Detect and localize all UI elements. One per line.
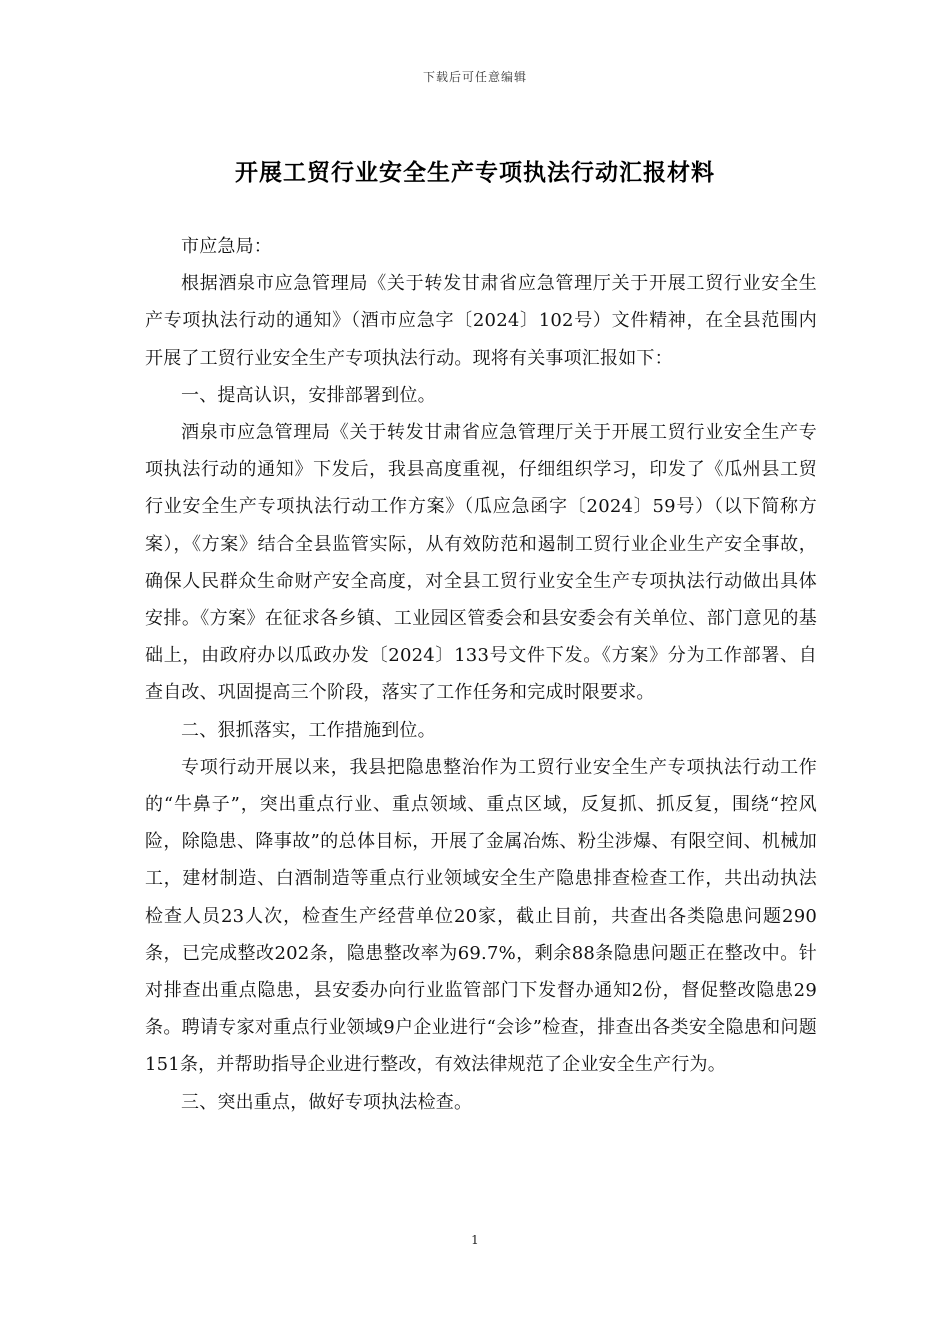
section-heading-2: 二、狠抓落实，工作措施到位。 (181, 719, 436, 741)
paragraph-section-1: 酒泉市应急管理局《关于转发甘肃省应急管理厅关于开展工贸行业安全生产专项执法行动的通知》下发后，我县高度重视，仔细组织学习，印发了《瓜州县工贸行业安全生产专项执法行动工作方案》（瓜应急函字〔2024〕59号）（以下简称方案），《方案》结合全县监管实际，从有效防范和遏制工贸行业企业生产安全事故，确保人民群众生命财产安全高度，对全县工贸行业安全生产专项执法行动做出具体安排。《方案》在征求各乡镇、工业园区管委会和县安委会有关单位、部门意见的基础上，由政府办以瓜政办发〔2024〕133号文件下发。《方案》分为工作部署、自查自改、巩固提高三个阶段，落实了工作任务和完成时限要求。 (145, 422, 817, 704)
paragraph-section-2: 专项行动开展以来，我县把隐患整治作为工贸行业安全生产专项执法行动工作的“牛鼻子”，突出重点行业、重点领域、重点区域，反复抓、抓反复，围绕“控风险，除隐患、降事故”的总体目标，开展了金属冶炼、粉尘涉爆、有限空间、机械加工，建材制造、白酒制造等重点行业领域安全生产隐患排查检查工作，共出动执法检查人员23人次，检查生产经营单位20家，截止目前，共查出各类隐患问题290条，已完成整改202条，隐患整改率为69.7%，剩余88条隐患问题正在整改中。针对排查出重点隐患，县安委办向行业监管部门下发督办通知2份，督促整改隐患29条。聘请专家对重点行业领域9户企业进行“会诊”检查，排查出各类安全隐患和问题151条，并帮助指导企业进行整改，有效法律规范了企业安全生产行为。 (145, 756, 817, 1076)
document-title: 开展工贸行业安全生产专项执法行动汇报材料 (235, 159, 715, 186)
page-header-note: 下载后可任意编辑 (422, 70, 527, 84)
section-heading-1: 一、提高认识，安排部署到位。 (181, 384, 436, 406)
section-heading-3: 三、突出重点，做好专项执法检查。 (181, 1091, 473, 1113)
document-body (145, 228, 817, 1121)
salutation: 市应急局： (181, 236, 272, 257)
paragraph-intro: 根据酒泉市应急管理局《关于转发甘肃省应急管理厅关于开展工贸行业安全生产专项执法行动的通知》（酒市应急字〔2024〕102号）文件精神，在全县范围内开展了工贸行业安全生产专项执法行动。现将有关事项汇报如下： (145, 273, 817, 369)
page-number: 1 (471, 1233, 479, 1247)
